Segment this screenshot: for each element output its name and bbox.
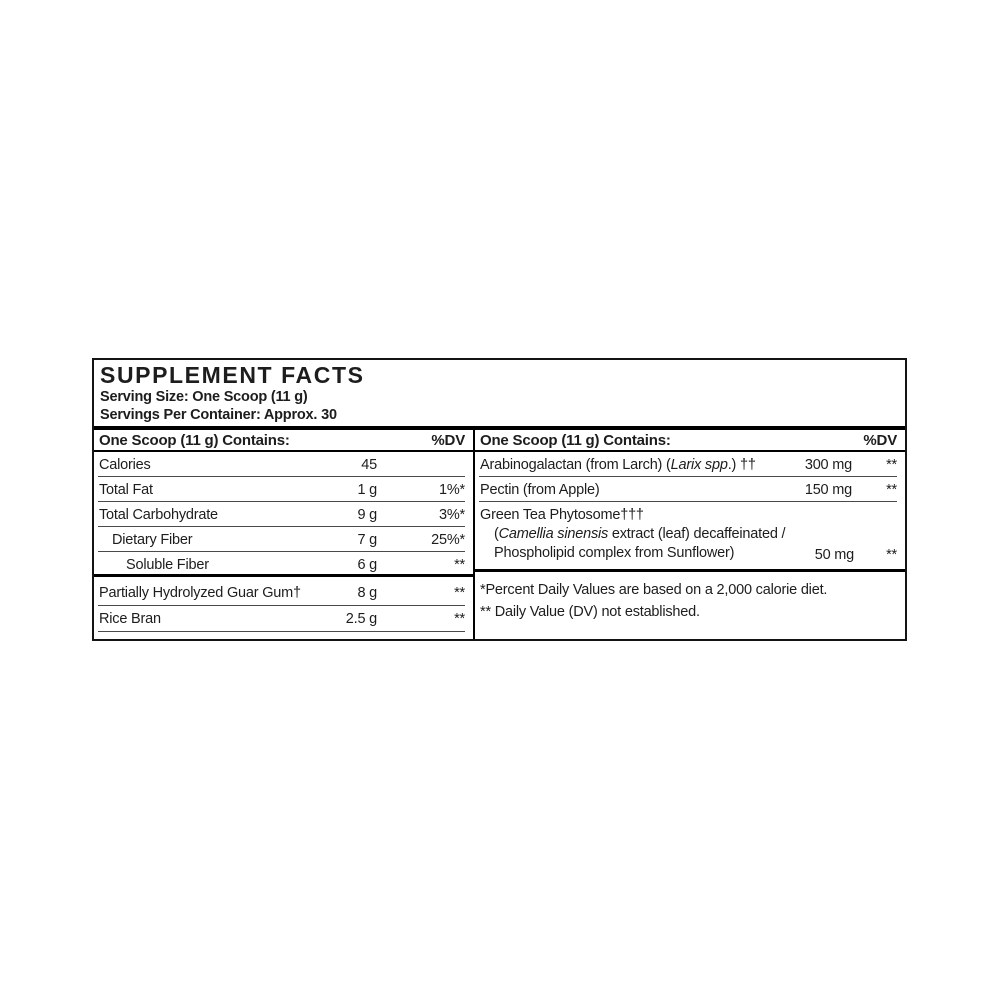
- nutrient-dv: 1%*: [439, 481, 465, 498]
- nutrient-name: Arabinogalactan (from Larch) (Larix spp.) ††: [480, 456, 756, 473]
- servings-per-container-line: Servings Per Container: Approx. 30: [100, 407, 337, 423]
- nutrient-dv: **: [454, 585, 465, 601]
- nutrient-row-rice-bran: [94, 606, 473, 632]
- nutrient-dv: **: [454, 556, 465, 573]
- nutrient-amount: 8 g: [357, 585, 377, 601]
- nutrient-name: Dietary Fiber: [112, 531, 193, 548]
- nutrient-name: Total Carbohydrate: [99, 506, 218, 523]
- botanical-name: Camellia sinensis: [498, 526, 609, 542]
- serving-size-line: Serving Size: One Scoop (11 g): [100, 389, 308, 405]
- nutrient-row-pectin: [475, 477, 905, 502]
- nutrient-amount: 45: [361, 456, 377, 473]
- nutrient-name: [480, 506, 785, 563]
- nutrient-dv: **: [886, 456, 897, 473]
- footnote-dv-not-established: ** Daily Value (DV) not established.: [480, 604, 700, 620]
- green-tea-line3: Phospholipid complex from Sunflower): [494, 545, 735, 561]
- nutrient-amount: 1 g: [357, 481, 377, 498]
- nutrient-row-green-tea-phytosome: [475, 502, 905, 572]
- dv-heading: %DV: [431, 431, 465, 449]
- nutrient-row-calories: [94, 452, 473, 477]
- nutrient-amount: 50 mg: [814, 547, 855, 563]
- nutrient-columns: [94, 430, 905, 639]
- nutrient-name: Pectin (from Apple): [480, 481, 600, 498]
- nutrient-amount: 150 mg: [804, 481, 852, 498]
- contains-heading: One Scoop (11 g) Contains:: [480, 431, 671, 449]
- footnotes: [475, 572, 905, 623]
- nutrient-amount: 6 g: [357, 556, 377, 573]
- nutrient-dv: **: [886, 547, 897, 563]
- nutrient-row-soluble-fiber: [94, 552, 473, 577]
- right-column-header: [475, 430, 905, 452]
- nutrient-dv: 25%*: [431, 531, 465, 548]
- nutrient-amount: 9 g: [357, 506, 377, 523]
- nutrient-name: Total Fat: [99, 481, 153, 498]
- botanical-name: Larix spp: [670, 456, 728, 473]
- panel-header: [94, 360, 905, 426]
- nutrient-dv: 3%*: [439, 506, 465, 523]
- nutrient-row-guar-gum: [94, 577, 473, 606]
- nutrient-dv: **: [454, 611, 465, 627]
- dv-heading: %DV: [863, 431, 897, 449]
- nutrient-row-arabinogalactan: [475, 452, 905, 477]
- panel-title: SUPPLEMENT FACTS: [100, 362, 365, 388]
- nutrient-name: Soluble Fiber: [126, 556, 209, 573]
- nutrient-row-total-carbohydrate: [94, 502, 473, 527]
- right-column: [475, 430, 905, 639]
- left-column-header: [94, 430, 473, 452]
- nutrient-row-dietary-fiber: [94, 527, 473, 552]
- green-tea-line2: (Camellia sinensis extract (leaf) decaffeinated /: [494, 526, 786, 542]
- left-column: [94, 430, 473, 639]
- supplement-facts-panel: [92, 358, 907, 641]
- contains-heading: One Scoop (11 g) Contains:: [99, 431, 290, 449]
- nutrient-dv: **: [886, 481, 897, 498]
- nutrient-name: Rice Bran: [99, 611, 161, 627]
- nutrient-amount: 300 mg: [804, 456, 852, 473]
- nutrient-name: Calories: [99, 456, 151, 473]
- green-tea-line1: Green Tea Phytosome†††: [480, 507, 644, 523]
- nutrient-amount: 2.5 g: [345, 611, 377, 627]
- footnote-percent-dv: *Percent Daily Values are based on a 2,000 calorie diet.: [480, 582, 828, 598]
- nutrient-name: Partially Hydrolyzed Guar Gum†: [99, 585, 301, 601]
- nutrient-amount: 7 g: [357, 531, 377, 548]
- nutrient-row-total-fat: [94, 477, 473, 502]
